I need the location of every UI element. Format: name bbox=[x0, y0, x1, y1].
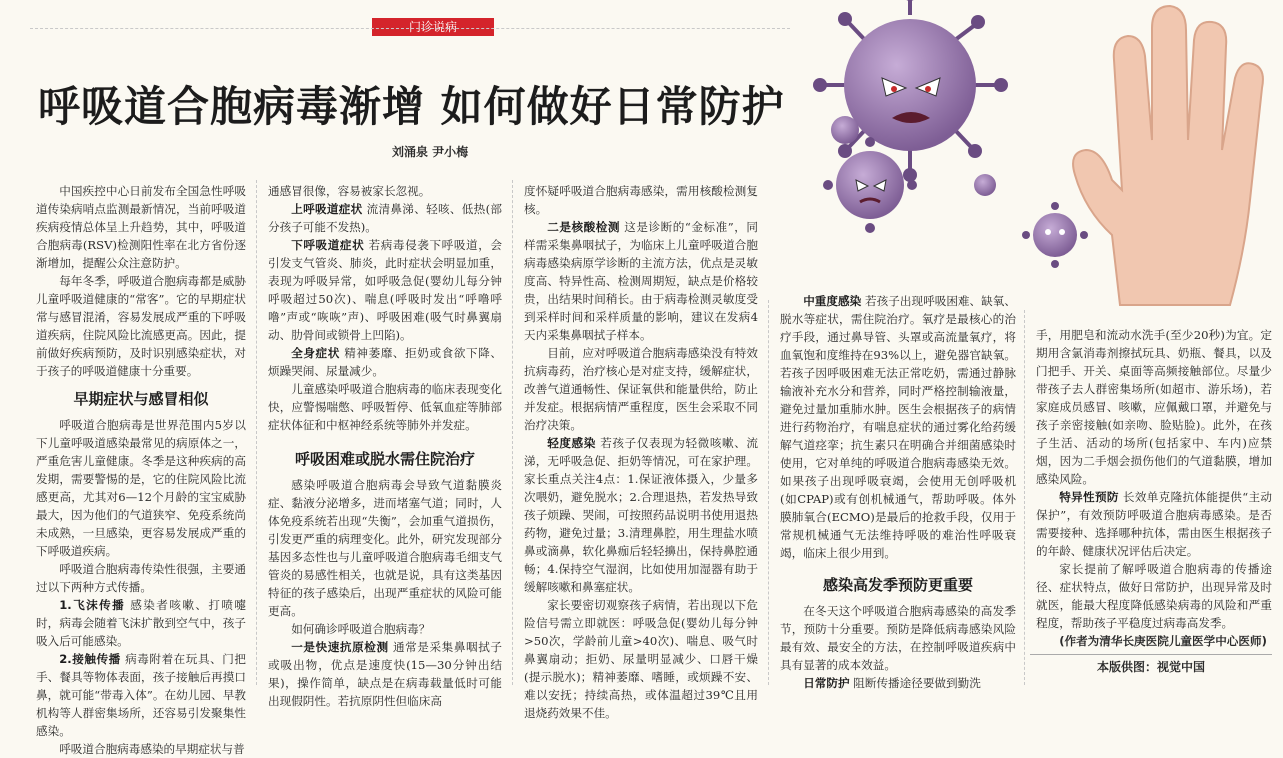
subheading-prevention: 感染高发季预防更重要 bbox=[822, 576, 973, 594]
paragraph: 1.飞沫传播 感染者咳嗽、打喷嚏时，病毒会随着飞沫扩散到空气中，孩子吸入后可能感染。 bbox=[36, 598, 246, 648]
column-divider bbox=[1024, 310, 1025, 685]
label-lower: 下呼吸道症状 bbox=[291, 238, 365, 252]
paragraph: 家长提前了解呼吸道合胞病毒的传播途径、症状特点，做好日常防护，出现异常及时就医，能最大程度降低感染病毒的风险和严重程度，帮助孩子平稳度过病毒高发季。 bbox=[1036, 562, 1272, 630]
paragraph: 一是快速抗原检测 通常是采集鼻咽拭子或吸出物，优点是速度快(15—30分钟出结果)，操作简单，缺点是在病毒载量低时可能出现假阴性。若抗原阴性但临床高 bbox=[268, 640, 502, 708]
paragraph: 二是核酸检测 这是诊断的“金标准”，同样需采集鼻咽拭子，为临床上儿童呼吸道合胞病毒感染病原学诊断的主流方法，优点是灵敏度高、特异性高、检测周期短，缺点是价格较贵，出结果时间稍长。由于病毒检测灵敏度受到采样时间和采样质量的影响，建议在发病4天内采集鼻咽拭子样本。 bbox=[524, 220, 759, 342]
credit-divider bbox=[1030, 654, 1272, 655]
paragraph: 呼吸道合胞病毒是世界范围内5岁以下儿童呼吸道感染最常见的病原体之一，严重危害儿童健康。冬季是这种疾病的高发期，需要警惕的是，它的住院风险比流感更高，尤其对6—12个月龄的宝宝威胁最大，因为他们的气道狭窄、免疫系统尚未成熟，一旦感染，更容易发展成严重的下呼吸道疾病。 bbox=[36, 418, 246, 558]
section-tag: 门诊说病 bbox=[372, 18, 494, 36]
label-antigen: 一是快速抗原检测 bbox=[291, 640, 389, 654]
headline: 呼吸道合胞病毒渐增 如何做好日常防护 bbox=[38, 82, 785, 131]
paragraph: 手，用肥皂和流动水洗手(至少20秒)为宜。定期用含氯消毒剂擦拭玩具、奶瓶、餐具，以及门把手、开关、桌面等高频接触部位。尽量少带孩子去人群密集场所(如超市、游乐场)，若家庭成员感冒、咳嗽，应佩戴口罩，并避免与孩子亲密接触(如亲吻、脸贴脸)。此外，在孩子生活、活动的场所(包括家中、车内)应禁烟，因为二手烟会损伤他们的气道黏膜，增加感染风险。 bbox=[1036, 328, 1272, 486]
top-divider bbox=[30, 28, 790, 29]
column-divider bbox=[768, 300, 769, 685]
paragraph: 轻度感染 若孩子仅表现为轻微咳嗽、流涕，无呼吸急促、拒奶等情况，可在家护理。家长重点关注4点：1.保证液体摄入，少量多次喂奶，避免脱水；2.合理退热，若发热导致孩子烦躁、哭闹，可按照药品说明书使用退热药物，避免过量；3.清理鼻腔，用生理盐水喷鼻或滴鼻，软化鼻痂后轻轻擤出，保持鼻腔通畅；4.保持空气湿润，比如使用加湿器有助于缓解咳嗽和鼻塞症状。 bbox=[524, 436, 758, 594]
image-credit: 本版供图：视觉中国 bbox=[1096, 660, 1205, 674]
subheading-early-symptoms: 早期症状与感冒相似 bbox=[73, 390, 209, 408]
virus-hand-illustration bbox=[790, 0, 1283, 305]
paragraph: 日常防护 阻断传播途径要做到勤洗 bbox=[803, 676, 981, 690]
label-specific: 特异性预防 bbox=[1059, 490, 1119, 504]
byline: 刘涌泉 尹小梅 bbox=[392, 145, 469, 159]
author-note: (作者为清华长庚医院儿童医学中心医师) bbox=[1059, 634, 1267, 648]
column-divider bbox=[512, 180, 513, 685]
paragraph: 特异性预防 长效单克隆抗体能提供“主动保护”，有效预防呼吸道合胞病毒感染。是否需要接种、选择哪种抗体，需由医生根据孩子的年龄、健康状况评估后决定。 bbox=[1036, 490, 1272, 558]
paragraph: 呼吸道合胞病毒感染的早期症状与普 bbox=[59, 742, 245, 756]
column-3 bbox=[524, 182, 759, 720]
paragraph: 中国疾控中心日前发布全国急性呼吸道传染病哨点监测最新情况，当前呼吸道疾病疫情总体呈上升趋势，其中，呼吸道合胞病毒(RSV)检测阳性率在北方省份逐渐增加，提醒公众注意防护。 bbox=[36, 184, 246, 270]
paragraph: 如何确诊呼吸道合胞病毒？ bbox=[291, 622, 431, 636]
paragraph: 感染呼吸道合胞病毒会导致气道黏膜炎症、黏液分泌增多，进而堵塞气道；同时，人体免疫系统若出现“失衡”，会加重气道损伤，引发更严重的病理变化。此外，研究发现部分基因多态性也与儿童呼吸道合胞病毒毛细支气管炎的易感性相关，也就是说，具有这类基因特征的孩子感染后，出现严重症状的风险可能更高。 bbox=[268, 478, 502, 618]
label-contact: 2.接触传播 bbox=[59, 652, 121, 666]
label-systemic: 全身症状 bbox=[291, 346, 340, 360]
column-4 bbox=[780, 292, 1016, 690]
column-5 bbox=[1036, 326, 1272, 652]
paragraph: 儿童感染呼吸道合胞病毒的临床表现变化快，应警惕喘憋、呼吸暂停、低氧血症等肺部症状体征和中枢神经系统等肺外并发症。 bbox=[268, 382, 502, 432]
paragraph: 呼吸道合胞病毒传染性很强，主要通过以下两种方式传播。 bbox=[36, 562, 246, 594]
paragraph: 目前，应对呼吸道合胞病毒感染没有特效抗病毒药，治疗核心是对症支持，缓解症状，改善气道通畅性、保证氧供和能量供给，防止并发症。根据病情严重程度，医生会采取不同治疗决策。 bbox=[524, 346, 758, 432]
label-severe: 中重度感染 bbox=[803, 294, 862, 308]
column-2 bbox=[268, 182, 503, 708]
paragraph: 下呼吸道症状 若病毒侵袭下呼吸道，会引发支气管炎、肺炎，此时症状会明显加重，表现为呼吸异常，如呼吸急促(婴幼儿每分钟呼吸超过50次)、喘息(呼吸时发出“呼噜呼噜”声或“咴咴”声)、呼吸困难(吸气时鼻翼扇动、肋骨间或锁骨上凹陷)。 bbox=[268, 238, 502, 342]
paragraph: 度怀疑呼吸道合胞病毒感染，需用核酸检测复核。 bbox=[524, 184, 758, 216]
paragraph: 全身症状 精神萎靡、拒奶或食欲下降、烦躁哭闹、尿量减少。 bbox=[268, 346, 502, 378]
subheading-hospitalization: 呼吸困难或脱水需住院治疗 bbox=[294, 450, 475, 468]
paragraph: 家长要密切观察孩子病情，若出现以下危险信号需立即就医：呼吸急促(婴幼儿每分钟>50次，学龄前儿童>40次)、喘息、吸气时鼻翼扇动；拒奶、尿量明显减少、口唇干燥(提示脱水)；精神萎靡、嗜睡，或烦躁不安、难以安抚；持续高热，或体温超过39℃且用退烧药效果不佳。 bbox=[524, 598, 758, 720]
paragraph: 上呼吸道症状 流清鼻涕、轻咳、低热(部分孩子可能不发热)。 bbox=[268, 202, 503, 234]
label-upper: 上呼吸道症状 bbox=[291, 202, 363, 216]
paragraph: 通感冒很像，容易被家长忽视。 bbox=[268, 184, 431, 198]
paragraph: 在冬天这个呼吸道合胞病毒感染的高发季节，预防十分重要。预防是降低病毒感染风险最有效、最安全的方法，在控制呼吸道疾病中具有显著的成本效益。 bbox=[780, 604, 1016, 672]
label-droplet: 1.飞沫传播 bbox=[59, 598, 126, 612]
label-daily: 日常防护 bbox=[803, 676, 850, 690]
paragraph: 中重度感染 若孩子出现呼吸困难、缺氧、脱水等症状，需住院治疗。氧疗是最核心的治疗手段，通过鼻导管、头罩或高流量氧疗，将血氧饱和度维持在93%以上，避免器官缺氧。若孩子因呼吸困难无法正常吃奶，需通过静脉输液补充水分和营养，同时严格控制输液量，避免过量加重肺水肿。医生会根据孩子的病情进行药物治疗，有喘息症状的通过雾化给药缓解气道痉挛；抗生素只在明确合并细菌感染时使用，它对单纯的呼吸道合胞病毒感染无效。如果孩子出现呼吸衰竭，会使用无创呼吸机(如CPAP)或有创机械通气，帮助呼吸。体外膜肺氧合(ECMO)是最后的抢救手段，仅用于常规机械通气无法维持呼吸的难治性呼吸衰竭，临床上很少用到。 bbox=[780, 294, 1016, 560]
label-mild: 轻度感染 bbox=[547, 436, 596, 450]
label-nucleic: 二是核酸检测 bbox=[547, 220, 621, 234]
paragraph: 2.接触传播 病毒附着在玩具、门把手、餐具等物体表面，孩子接触后再摸口鼻，就可能“带毒入体”。在幼儿园、早教机构等人群密集场所，还容易引发聚集性感染。 bbox=[36, 652, 246, 738]
paragraph: 每年冬季，呼吸道合胞病毒都是威胁儿童呼吸道健康的“常客”。它的早期症状常与感冒混淆，容易发展成严重的下呼吸道疾病，住院风险比流感更高。因此，提前做好疾病预防，及时识别感染症状，对于孩子的呼吸道健康十分重要。 bbox=[36, 274, 246, 378]
column-1 bbox=[36, 182, 246, 756]
column-divider bbox=[256, 180, 257, 685]
